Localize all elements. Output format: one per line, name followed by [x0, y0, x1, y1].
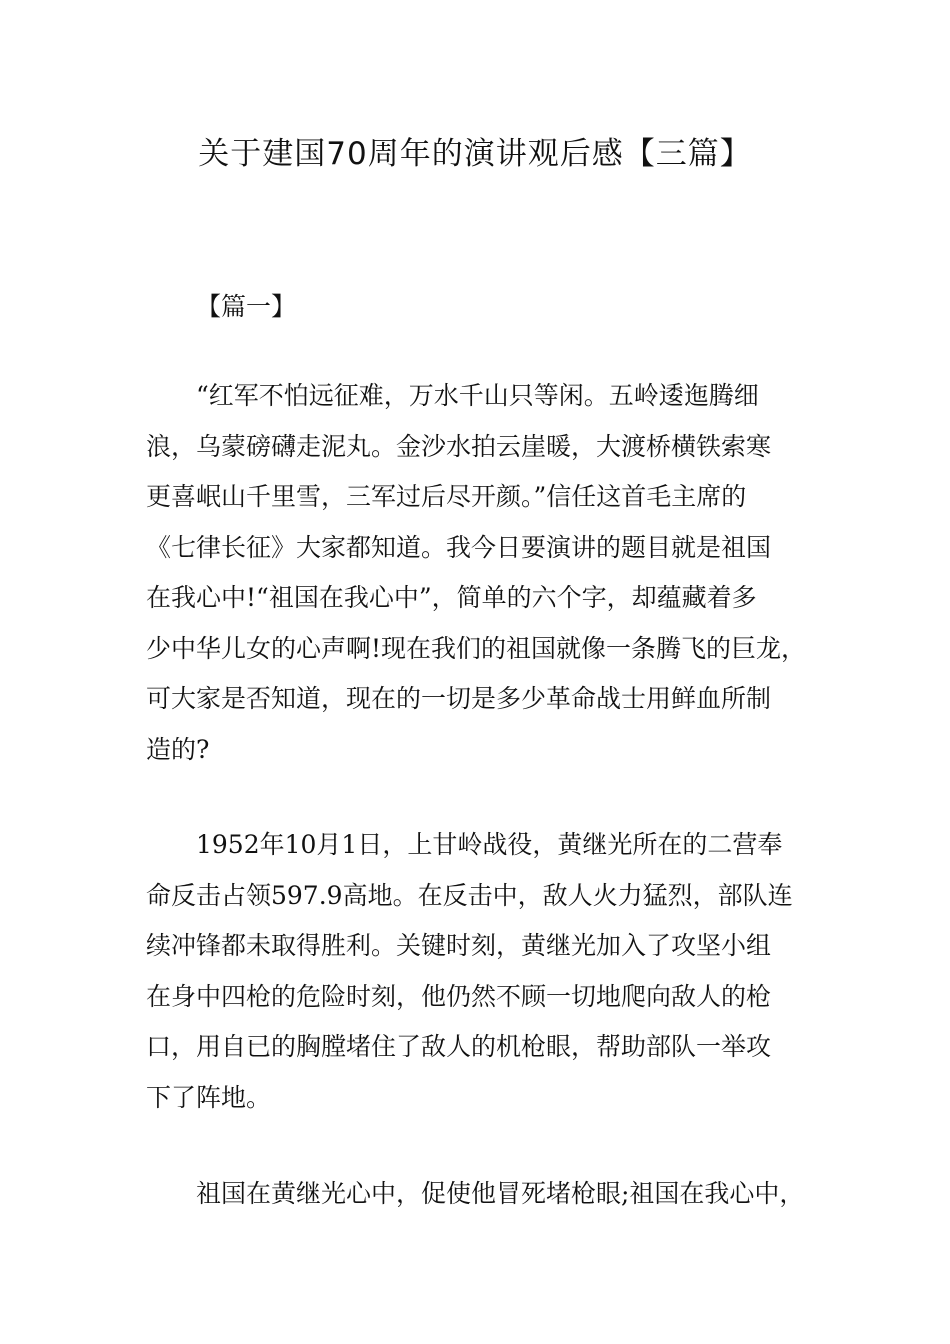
paragraph-line: 1952年10月1日，上甘岭战役，黄继光所在的二营奉 [196, 830, 783, 859]
section-heading: 【篇一】 [196, 292, 297, 321]
paragraph-line: “红军不怕远征难，万水千山只等闲。五岭逶迤腾细 [196, 381, 759, 410]
paragraph-line: 《七律长征》大家都知道。我今日要演讲的题目就是祖国 [146, 532, 772, 562]
paragraph-line: 可大家是否知道，现在的一切是多少革命战士用鲜血所制 [146, 684, 772, 713]
paragraph-line: 下了阵地。 [146, 1082, 272, 1112]
paragraph-line: 造的? [146, 734, 210, 764]
paragraph-line: 命反击占领597.9高地。在反击中，敌人火力猛烈，部队连 [146, 880, 793, 910]
paragraph-line: 少中华儿女的心声啊!现在我们的祖国就像一条腾飞的巨龙， [146, 633, 807, 663]
paragraph-3 [146, 1169, 826, 1220]
paragraph-1 [146, 371, 826, 775]
paragraph-line: 口，用自已的胸膛堵住了敌人的机枪眼，帮助部队一举攻 [146, 1032, 772, 1061]
paragraph-line: 在身中四枪的危险时刻，他仍然不顾一切地爬向敌人的枪 [146, 981, 772, 1011]
paragraph-line: 浪，乌蒙磅礴走泥丸。金沙水拍云崖暖，大渡桥横铁索寒 [146, 431, 772, 461]
paragraph-line: 更喜岷山千里雪，三军过后尽开颜。”信任这首毛主席的 [146, 482, 747, 511]
paragraph-2 [146, 820, 826, 1123]
document-title: 关于建国70周年的演讲观后感【三篇】 [198, 136, 752, 172]
paragraph-line: 续冲锋都未取得胜利。关键时刻，黄继光加入了攻坚小组 [146, 931, 772, 960]
paragraph-line: 在我心中!“祖国在我心中”，简单的六个字，却蕴藏着多 [146, 583, 757, 612]
paragraph-line: 祖国在黄继光心中，促使他冒死堵枪眼;祖国在我心中， [196, 1179, 805, 1208]
